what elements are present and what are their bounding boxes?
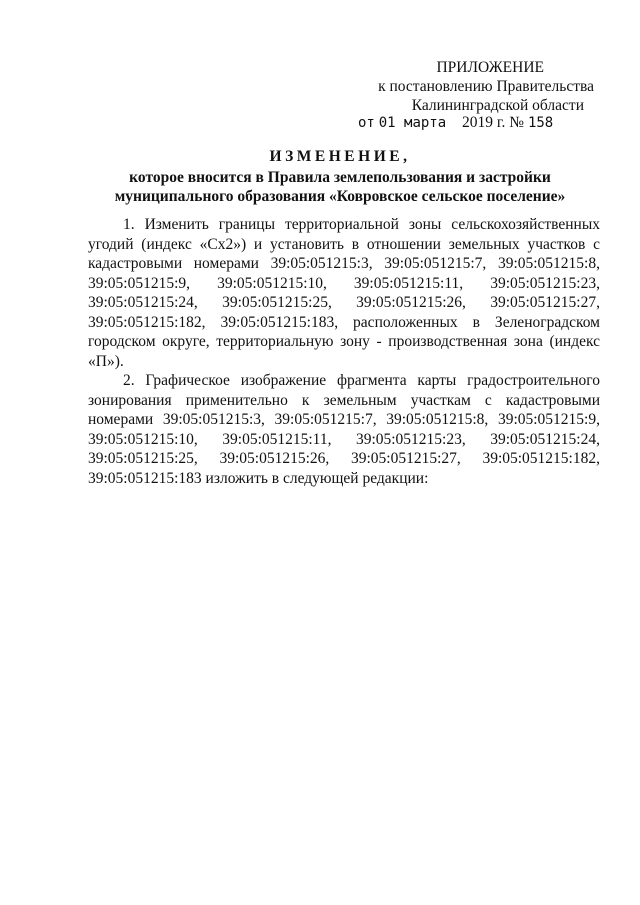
appendix-label: ПРИЛОЖЕНИЕ bbox=[436, 59, 544, 76]
date-year: 2019 г. bbox=[462, 114, 506, 131]
resolution-number: 158 bbox=[527, 115, 554, 131]
appendix-block bbox=[294, 58, 594, 115]
document-subtitle-line2: муниципального образования «Ковровское сельское поселение» bbox=[114, 188, 566, 205]
appendix-resolution: к постановлению Правительства bbox=[378, 78, 594, 95]
document-body bbox=[88, 215, 600, 488]
resolution-date-line bbox=[358, 113, 588, 133]
document-subtitle-line1: которое вносится в Правила землепользования и застройки bbox=[129, 169, 551, 186]
document-title: ИЗМЕНЕНИЕ, bbox=[269, 148, 411, 165]
paragraph-1: 1. Изменить границы территориальной зоны сельскохозяйственных угодий (индекс «Сх2») и установить в отношении земельных участков с кадастровыми номерами 39:05:051215:3, 39:05:051215:7, 39:05:051215:8, 39:05:051215:9, 39:05:051215:10, 39:05:051215:11, 39:05:051215:23, 39:05:051215:24, 39:05:051215:25, 39:05:051215:26, 39:05:051215:27, 39:05:051215:182, 39:05:051215:183, расположенных в Зеленоградском городском округе, территориальную зону - производственная зона (индекс «П»). bbox=[88, 216, 600, 370]
document-heading bbox=[80, 147, 600, 206]
paragraph-2: 2. Графическое изображение фрагмента карты градостроительного зонирования применительно к земельным участкам с кадастровыми номерами 39:05:051215:3, 39:05:051215:7, 39:05:051215:8, 39:05:051215:9, 39:05:051215:10, 39:05:051215:11, 39:05:051215:23, 39:05:051215:24, 39:05:051215:25, 39:05:051215:26, 39:05:051215:27, 39:05:051215:182, 39:05:051215:183 изложить в следующей редакции: bbox=[88, 372, 600, 487]
date-day-month: 01 марта bbox=[378, 115, 447, 131]
appendix-region: Калининградской области bbox=[411, 97, 584, 114]
number-label: № bbox=[509, 114, 525, 131]
date-prefix: от bbox=[358, 115, 375, 131]
